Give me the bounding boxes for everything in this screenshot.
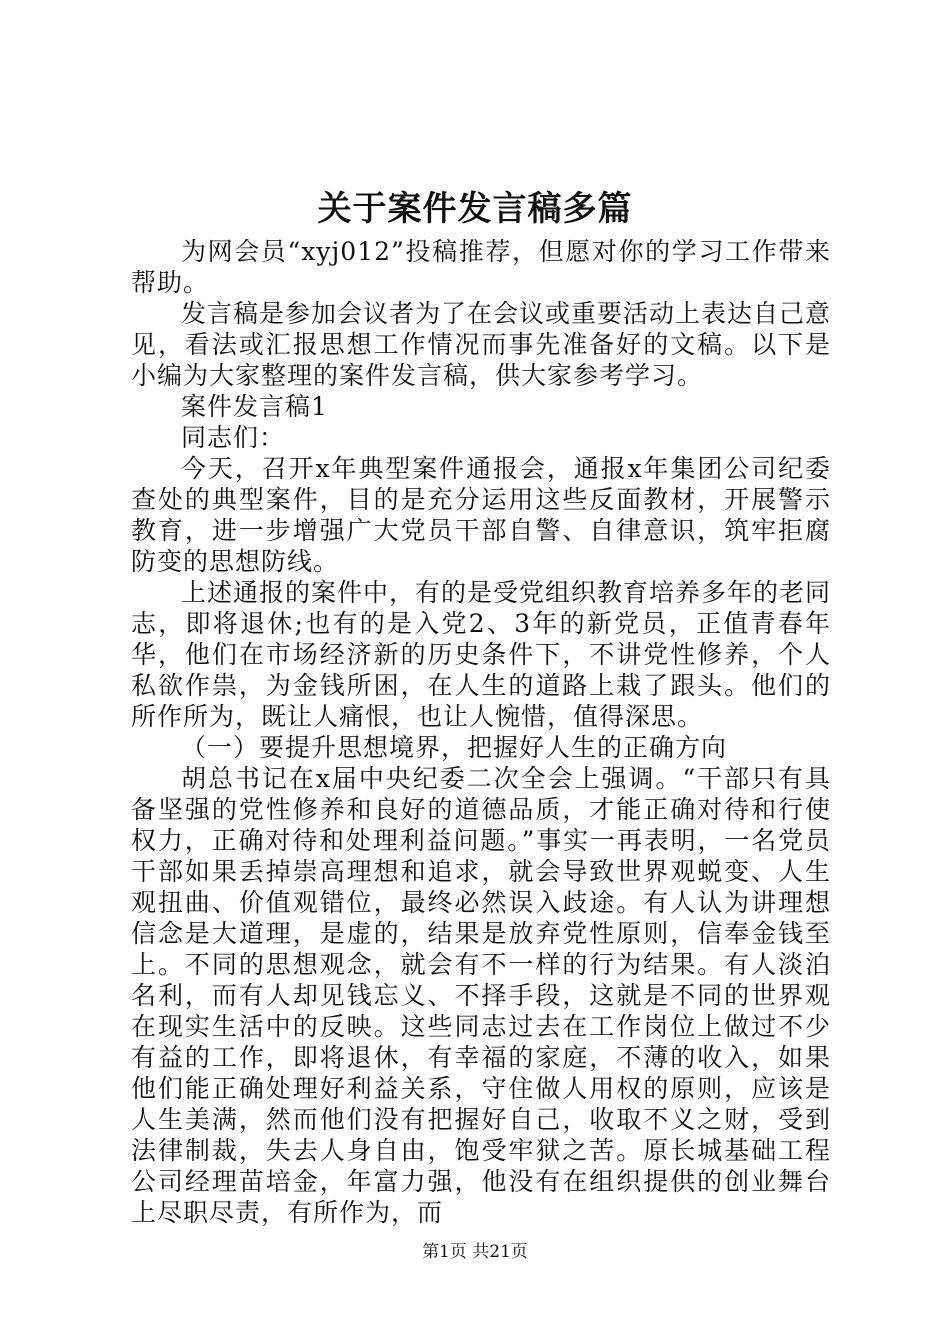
paragraph: 今天，召开x年典型案件通报会，通报x年集团公司纪委查处的典型案件，目的是充分运用这些反面教材，开展警示教育，进一步增强广大党员干部自警、自律意识，筑牢拒腐防变的思想防线。: [131, 454, 831, 576]
paragraph-definition: 发言稿是参加会议者为了在会议或重要活动上表达自己意见，看法或汇报思想工作情况而事先准备好的文稿。以下是小编为大家整理的案件发言稿，供大家参考学习。: [131, 299, 832, 390]
paragraph-intro: 为网会员“xyj012”投稿推荐，但愿对你的学习工作带来帮助。: [131, 237, 831, 297]
page-footer: 第1页 共21页: [422, 1242, 528, 1262]
subheading: （一）要提升思想境界，把握好人生的正确方向: [181, 733, 728, 762]
paragraph-salutation: 同志们：: [181, 423, 286, 452]
document-body: [131, 236, 831, 1228]
document-title: 关于案件发言稿多篇: [317, 189, 633, 229]
paragraph-section-title: 案件发言稿1: [181, 392, 328, 421]
paragraph: 上述通报的案件中，有的是受党组织教育培养多年的老同志，即将退休;也有的是入党2、3年的新党员，正值青春年华，他们在市场经济新的历史条件下，不讲党性修养，个人私欲作祟，为金钱所困，在人生的道路上栽了跟头。他们的所作所为，既让人痛恨，也让人惋惜，值得深思。: [131, 578, 832, 731]
paragraph: 胡总书记在x届中央纪委二次全会上强调。“干部只有具备坚强的党性修养和良好的道德品质，才能正确对待和行使权力，正确对待和处理利益问题。”事实一再表明，一名党员干部如果丢掉崇高理想和追求，就会导致世界观蜕变、人生观扭曲、价值观错位，最终必然误入歧途。有人认为讲理想信念是大道理，是虚的，结果是放弃党性原则，信奉金钱至上。不同的思想观念，就会有不一样的行为结果。有人淡泊名利，而有人却见钱忘义、不择手段，这就是不同的世界观在现实生活中的反映。这些同志过去在工作岗位上做过不少有益的工作，即将退休，有幸福的家庭，不薄的收入，如果他们能正确处理好利益关系，守住做人用权的原则，应该是人生美满，然而他们没有把握好自己，收取不义之财，受到法律制裁，失去人身自由，饱受牢狱之苦。原长城基础工程公司经理苗培金，年富力强，他没有在组织提供的创业舞台上尽职尽责，有所作为，而: [131, 764, 831, 1227]
